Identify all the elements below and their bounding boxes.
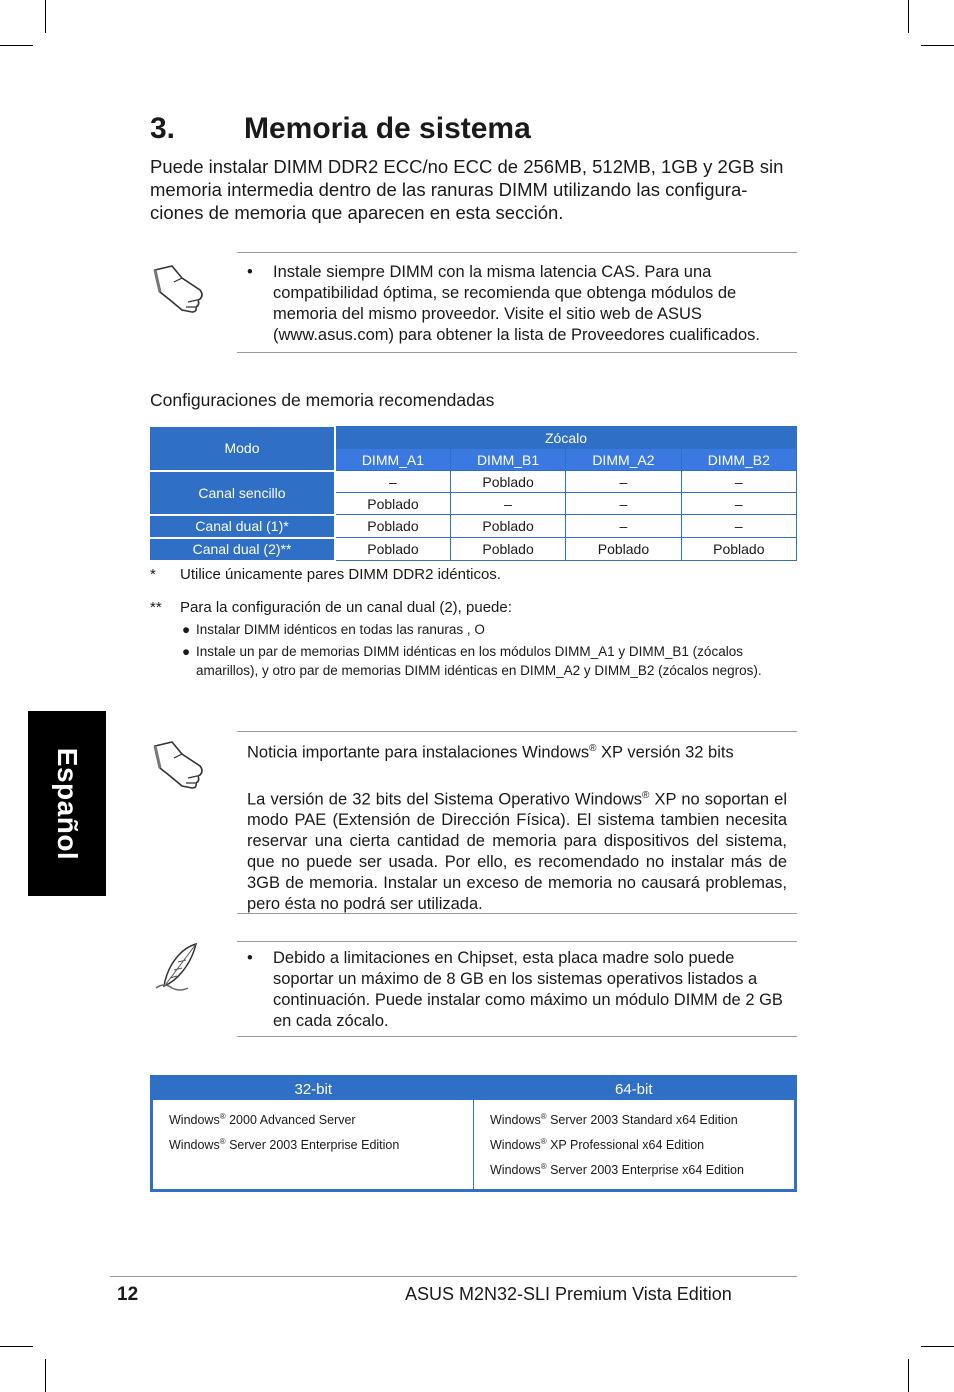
column-header-64bit: 64-bit xyxy=(474,1077,796,1101)
note-chipset-limit xyxy=(247,948,792,1032)
language-tab-label: Español xyxy=(52,747,84,860)
table-cell: – xyxy=(681,471,796,493)
mode-cell: Canal dual (1)* xyxy=(150,515,335,538)
list-item-text: Instale un par de memorias DIMM idénticas en los módulos DIMM_A1 y DIMM_B1 (zócalos amarillos), y otro par de memorias DIMM idénticas en DIMM_A2 y DIMM_B2 (zócalos negros). xyxy=(196,644,762,678)
registered-mark: ® xyxy=(589,743,597,754)
divider xyxy=(237,731,797,732)
page-number: 12 xyxy=(117,1284,139,1305)
list-item-text: Instalar DIMM idénticos en todas las ranuras , O xyxy=(196,622,485,637)
slot-header: DIMM_A2 xyxy=(566,449,681,471)
table-cell: – xyxy=(566,493,681,515)
quill-pen-icon xyxy=(152,942,210,994)
crop-mark xyxy=(45,0,46,33)
table-cell: – xyxy=(566,471,681,493)
memory-config-table xyxy=(150,426,797,562)
crop-mark xyxy=(0,45,33,46)
bullet: • xyxy=(247,263,253,281)
os-brand: Windows xyxy=(490,1113,541,1128)
crop-mark xyxy=(908,0,909,33)
table-caption: Configuraciones de memoria recomendadas xyxy=(150,390,495,410)
registered-mark: ® xyxy=(540,1137,547,1147)
note-text: Instale siempre DIMM con la misma latencia CAS. Para una compatibilidad óptima, se recomienda que obtenga módulos de memoria del mismo proveedor. Visite el sitio web de ASUS (www.asus.com) para obtener la lista de Proveedores cualificados. xyxy=(273,263,760,344)
os-brand: Windows xyxy=(490,1163,541,1178)
divider xyxy=(237,252,797,253)
os-name: 2000 Advanced Server xyxy=(225,1113,356,1128)
os-entry xyxy=(490,1131,778,1156)
section-intro: Puede instalar DIMM DDR2 ECC/no ECC de 256MB, 512MB, 1GB y 2GB sin memoria intermedia dentro de las ranuras DIMM utilizando las configura-ciones de memoria que aparecen en esta sección. xyxy=(150,156,784,223)
os-entry xyxy=(169,1106,457,1131)
os-name: XP Professional x64 Edition xyxy=(546,1138,705,1153)
hand-pointer-icon xyxy=(152,262,210,314)
divider xyxy=(237,913,797,914)
footnote-text: Utilice únicamente pares DIMM DDR2 idénticos. xyxy=(180,566,501,583)
registered-mark: ® xyxy=(642,789,650,801)
slot-header: DIMM_B2 xyxy=(681,449,796,471)
crop-mark xyxy=(0,1346,33,1347)
table-cell: – xyxy=(566,515,681,538)
table-cell: – xyxy=(335,471,450,493)
table-cell: Poblado xyxy=(335,538,450,561)
bullet: • xyxy=(247,949,253,967)
footnote-text: Para la configuración de un canal dual (2), puede: xyxy=(180,599,512,616)
slot-header: DIMM_A1 xyxy=(335,449,450,471)
note-title-text: XP versión 32 bits xyxy=(596,743,734,762)
os-name: Server 2003 Enterprise Edition xyxy=(225,1138,400,1153)
table-cell: Poblado xyxy=(450,515,565,538)
table-cell: Poblado xyxy=(335,515,450,538)
footer-title: ASUS M2N32-SLI Premium Vista Edition xyxy=(405,1284,732,1304)
note-title-text: Noticia importante para instalaciones Windows xyxy=(247,743,590,762)
table-cell: Poblado xyxy=(681,538,796,561)
section-number: 3. xyxy=(150,112,176,145)
table-cell: Poblado xyxy=(335,493,450,515)
os-brand: Windows xyxy=(169,1138,220,1153)
divider xyxy=(237,352,797,353)
mode-cell: Canal sencillo xyxy=(150,471,335,515)
os-entry xyxy=(169,1131,457,1156)
footnote-mark: ** xyxy=(150,599,162,616)
divider xyxy=(237,1036,797,1037)
footer-divider xyxy=(110,1276,797,1277)
section-title: Memoria de sistema xyxy=(244,112,531,145)
note-title xyxy=(247,738,787,764)
note-cas-latency xyxy=(247,262,792,346)
slot-header: DIMM_B1 xyxy=(450,449,565,471)
registered-mark: ® xyxy=(219,1112,226,1121)
crop-mark xyxy=(45,1359,46,1392)
mode-cell: Canal dual (2)** xyxy=(150,538,335,561)
crop-mark xyxy=(921,1346,954,1347)
table-cell: – xyxy=(450,493,565,515)
os-support-table xyxy=(150,1075,797,1192)
note-windows-xp xyxy=(247,738,787,915)
column-header-32bit: 32-bit xyxy=(152,1077,474,1101)
section-heading xyxy=(150,112,531,146)
os-entry xyxy=(490,1156,778,1181)
note-text: Debido a limitaciones en Chipset, esta placa madre solo puede soportar un máximo de 8 GB en los sistemas operativos listados a continuación. Puede instalar como máximo un módulo DIMM de 2 GB en cada zócalo. xyxy=(273,949,783,1030)
list-item: ● Instale un par de memorias DIMM idénticas en los módulos DIMM_A1 y DIMM_B1 (zócalos amarillos), y otro par de memorias DIMM idénticas en DIMM_A2 y DIMM_B2 (zócalos negros). xyxy=(182,642,792,680)
list-item: ● Instalar DIMM idénticos en todas las ranuras , O xyxy=(182,622,485,637)
os-entry xyxy=(490,1106,778,1131)
note-body-text: XP no soportan el modo PAE (Extensión de Dirección Física). El sistema tambien necesita reservar una cierta cantidad de memoria para dispositivos del sistema, que no puede ser usada. Por ello, es recomendado no instalar más de 3GB de memoria. Instalar un exceso de memoria no causará problemas, pero ésta no podrá ser utilizada. xyxy=(247,790,787,913)
footnote-2 xyxy=(150,599,512,616)
mode-header: Modo xyxy=(150,427,335,471)
footnote-1 xyxy=(150,566,501,583)
registered-mark: ® xyxy=(540,1162,547,1172)
os-brand: Windows xyxy=(490,1138,541,1153)
table-cell: – xyxy=(681,493,796,515)
registered-mark: ® xyxy=(219,1137,226,1147)
os-list-64bit xyxy=(474,1100,796,1191)
table-cell: Poblado xyxy=(450,538,565,561)
os-brand: Windows xyxy=(169,1113,220,1128)
footnote-list xyxy=(182,620,792,683)
table-cell: Poblado xyxy=(566,538,681,561)
hand-pointer-icon xyxy=(152,738,210,790)
language-tab xyxy=(28,711,106,896)
os-name: Server 2003 Enterprise x64 Edition xyxy=(546,1163,744,1178)
table-cell: – xyxy=(681,515,796,538)
note-body xyxy=(247,785,787,916)
crop-mark xyxy=(921,45,954,46)
os-list-32bit xyxy=(152,1100,474,1191)
socket-header: Zócalo xyxy=(335,427,797,449)
crop-mark xyxy=(908,1359,909,1392)
registered-mark: ® xyxy=(540,1112,547,1121)
footnote-mark: * xyxy=(150,566,156,583)
os-name: Server 2003 Standard x64 Edition xyxy=(546,1113,738,1128)
divider xyxy=(237,941,797,942)
table-cell: Poblado xyxy=(450,471,565,493)
note-body-text: La versión de 32 bits del Sistema Operativo Windows xyxy=(247,790,642,808)
